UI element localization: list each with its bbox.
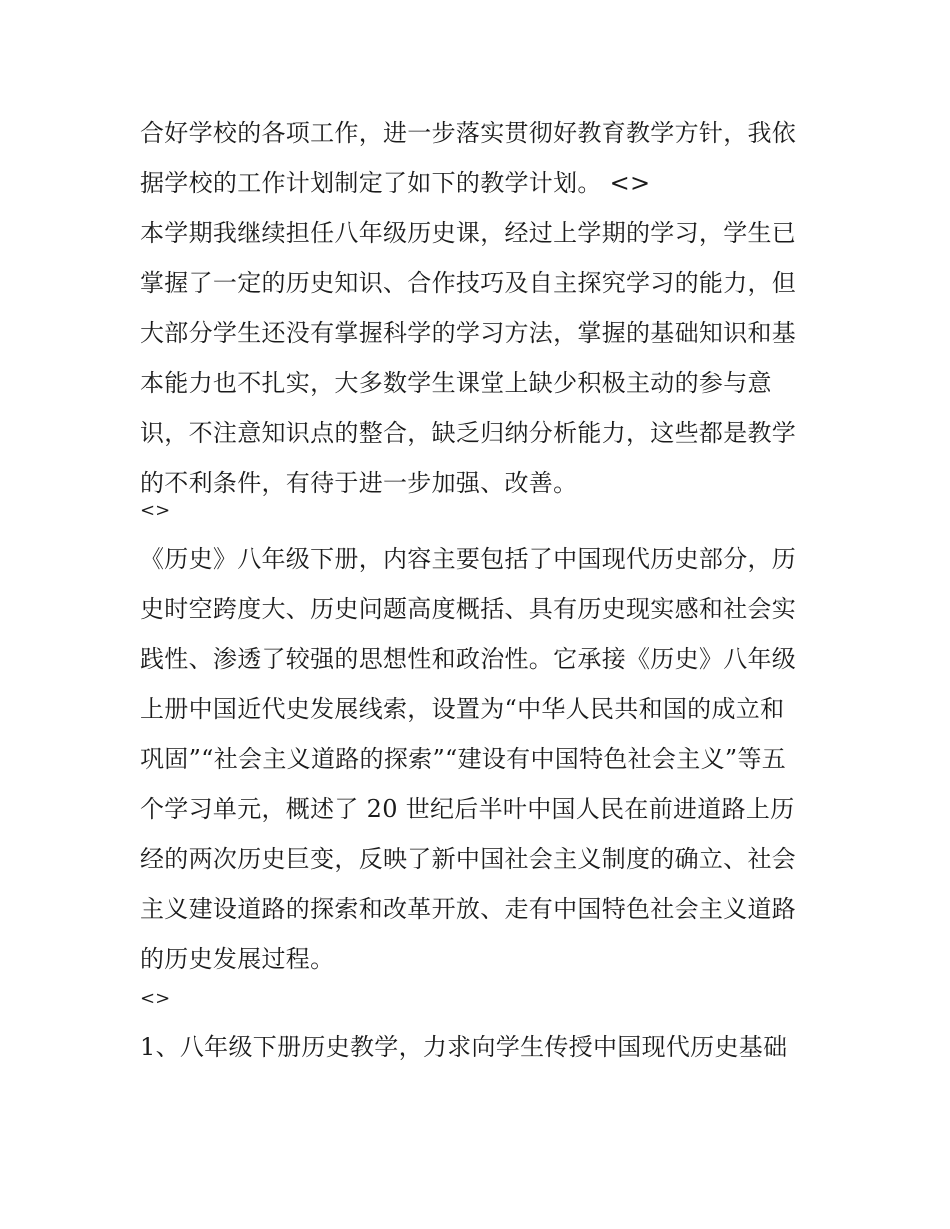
- text-line: 识，不注意知识点的整合，缺乏归纳分析能力，这些都是教学: [140, 419, 797, 447]
- text-line: 践性、渗透了较强的思想性和政治性。它承接《历史》八年级: [140, 645, 797, 673]
- text-line: 巩固”“社会主义道路的探索”“建设有中国特色社会主义”等五: [140, 745, 787, 773]
- document-page: [140, 108, 820, 1072]
- text-line: 《历史》八年级下册，内容主要包括了中国现代历史部分，历: [140, 545, 797, 573]
- paragraph-student-analysis: [140, 208, 820, 508]
- text-line: 1、八年级下册历史教学，力求向学生传授中国现代历史基础: [140, 1033, 788, 1061]
- text-line: 本学期我继续担任八年级历史课，经过上学期的学习，学生已: [140, 219, 797, 247]
- text-line: 个学习单元，概述了 20 世纪后半叶中国人民在前进道路上历: [140, 795, 795, 823]
- paragraph-teaching-goals: [140, 1022, 820, 1072]
- text-line: 经的两次历史巨变，反映了新中国社会主义制度的确立、社会: [140, 845, 797, 873]
- section-separator: <>: [140, 500, 171, 521]
- text-line: 掌握了一定的历史知识、合作技巧及自主探究学习的能力，但: [140, 269, 797, 297]
- section-separator: <>: [140, 988, 171, 1009]
- text-line: 大部分学生还没有掌握科学的学习方法，掌握的基础知识和基: [140, 319, 797, 347]
- paragraph-textbook-analysis: [140, 534, 820, 984]
- paragraph-intro: [140, 108, 820, 208]
- text-line: 的历史发展过程。: [140, 945, 335, 973]
- text-line: 本能力也不扎实，大多数学生课堂上缺少积极主动的参与意: [140, 369, 772, 397]
- text-line: 的不利条件，有待于进一步加强、改善。: [140, 469, 578, 497]
- text-line: 据学校的工作计划制定了如下的教学计划。 <>: [140, 169, 651, 197]
- text-line: 主义建设道路的探索和改革开放、走有中国特色社会主义道路: [140, 895, 797, 923]
- text-line: 史时空跨度大、历史问题高度概括、具有历史现实感和社会实: [140, 595, 797, 623]
- text-line: 上册中国近代史发展线索，设置为“中华人民共和国的成立和: [140, 695, 785, 723]
- text-line: 合好学校的各项工作，进一步落实贯彻好教育教学方针，我依: [140, 119, 797, 147]
